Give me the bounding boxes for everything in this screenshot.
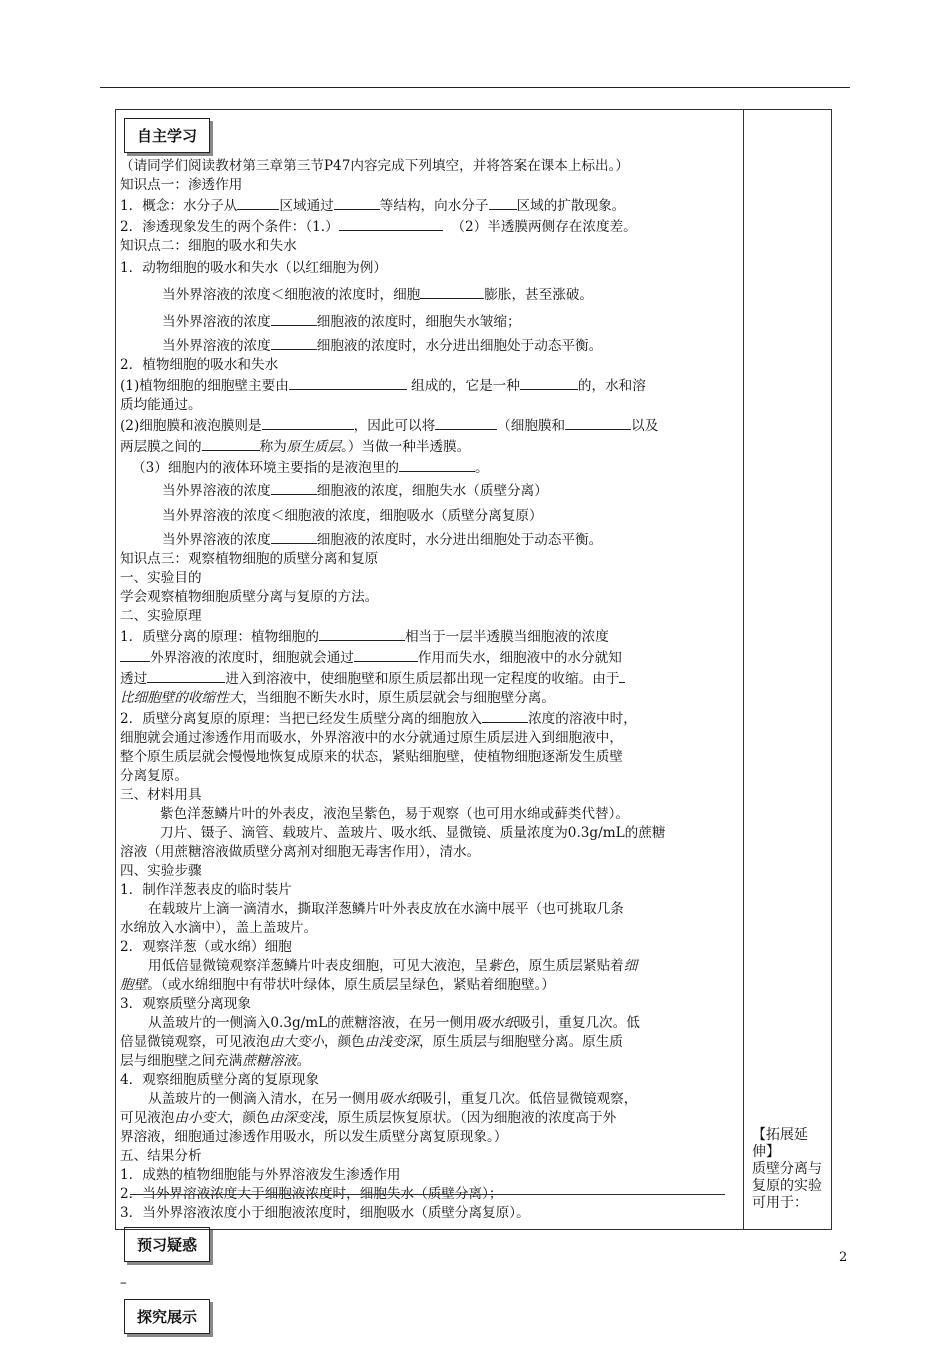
s2-principle-1b: 外界溶液的浓度时，细胞就会通过 作用而失水，细胞液中的水分就知 [120,647,740,668]
knowledge-3-title: 知识点三：观察植物细胞的质壁分离和复原 [120,551,379,567]
column-divider [743,109,744,1230]
s2-principle-1: 1．质壁分离的原理：植物细胞的 相当于一层半透膜当细胞液的浓度 [120,626,740,647]
main-column [120,112,740,1338]
section-title-tanjiu: 探究展示 [124,1299,210,1334]
k2-plant-2b: 两层膜之间的 称为原生质层。）当做一种半透膜。 [120,436,740,457]
section-title-zizhu: 自主学习 [124,118,210,153]
s5-title: 五、结果分析 [120,1148,202,1164]
header-rule [100,87,850,88]
s4-step1a: 在载玻片上滴一滴清水，撕取洋葱鳞片叶外表皮放在水滴中展平（也可挑取几条 [148,901,624,917]
s3-material-1: 紫色洋葱鳞片叶的外表皮，液泡呈紫色，易于观察（也可用水绵或藓类代替）。 [160,806,629,822]
s4-step2a: 用低倍显微镜观察洋葱鳞片叶表皮细胞，可见大液泡，呈紫色，原生质层紧贴着细 [148,958,638,974]
s4-step4: 4．观察细胞质壁分离的复原现象 [120,1072,319,1088]
blank[interactable] [202,436,260,451]
s5-result-2: 2．当外界溶液浓度大于细胞液浓度时，细胞失水（质壁分离）； [120,1186,503,1202]
k2-plant-2: (2)细胞膜和液泡膜则是 ，因此可以将 （细胞膜和 以及 [120,415,740,436]
k2-animal-c: 当外界溶液的浓度 细胞液的浓度时，水分进出细胞处于动态平衡。 [120,335,740,356]
blank[interactable] [399,457,475,472]
blank[interactable] [565,415,631,430]
blank[interactable] [339,216,443,231]
blank[interactable] [435,415,497,430]
s2-principle-2c: 整个原生质层就会慢慢地恢复成原来的状态，紧贴细胞壁，使植物细胞逐渐发生质壁 [120,749,623,765]
side-title: 【拓展延伸】 [752,1127,808,1160]
k2-plant-e: 当外界溶液的浓度＜细胞液的浓度，细胞吸水（质壁分离复原） [162,508,543,524]
blank[interactable] [262,415,354,430]
k1-item2: 2．渗透现象发生的两个条件：（1.） （2）半透膜两侧存在浓度差。 [120,216,740,237]
k2-plant-1: (1)植物细胞的细胞壁主要由 组成的，它是一种 的，水和溶 [120,375,740,396]
blank[interactable] [289,375,407,390]
s1-text: 学会观察植物细胞质壁分离与复原的方法。 [120,589,379,605]
intro-line: （请同学们阅读教材第三章第三节P47内容完成下列填空，并将答案在课本上标出。） [120,158,630,174]
s2-principle-1c: 透过 进入到溶液中，使细胞壁和原生质层都出现一定程度的收缩。由于 [120,668,740,689]
blank[interactable] [271,311,317,326]
s3-material-3: 溶液（用蔗糖溶液做质壁分离剂对细胞无毒害作用），清水。 [120,844,481,860]
s4-step3c: 层与细胞壁之间充满蔗糖溶液。 [120,1053,311,1069]
s4-step3b: 倍显微镜观察，可见液泡由大变小，颜色由浅变深，原生质层与细胞壁分离。原生质 [120,1034,623,1050]
blank[interactable] [271,529,317,544]
s5-result-1: 1．成熟的植物细胞能与外界溶液发生渗透作用 [120,1167,401,1183]
blank[interactable] [619,668,625,683]
side-body: 质壁分离与复原的实验可用于： [752,1161,822,1211]
s3-title: 三、材料用具 [120,787,202,803]
side-column [752,1127,828,1212]
s4-step4c: 界溶液，细胞通过渗透作用吸水，所以发生质壁分离复原现象。） [120,1129,508,1145]
blank[interactable] [520,375,578,390]
blank[interactable] [271,335,317,350]
s4-step1b: 水绵放入水滴中），盖上盖玻片。 [120,920,318,936]
s1-title: 一、实验目的 [120,570,202,586]
s2-title: 二、实验原理 [120,608,202,624]
k2-plant-3: （3）细胞内的液体环境主要指的是液泡里的 。 [120,457,740,478]
answer-rule [130,1194,725,1195]
s2-principle-1d: 比细胞壁的收缩性大，当细胞不断失水时，原生质层就会与细胞壁分离。 [120,690,555,706]
k2-plant-1b: 质均能通过。 [120,397,202,413]
k2-item1: 1．动物细胞的吸水和失水（以红细胞为例） [120,260,387,276]
k2-item2: 2．植物细胞的吸水和失水 [120,357,279,373]
s4-step2: 2．观察洋葱（或水绵）细胞 [120,939,292,955]
section-title-yuxi: 预习疑惑 [124,1227,210,1262]
s2-principle-2d: 分离复原。 [120,768,188,784]
s4-step3a: 从盖玻片的一侧滴入0.3g/mL的蔗糖溶液，在另一侧用吸水纸吸引，重复几次。低 [148,1015,640,1031]
blank[interactable] [334,195,380,210]
k2-plant-f: 当外界溶液的浓度 细胞液的浓度时，水分进出细胞处于动态平衡。 [120,529,740,550]
s2-principle-2: 2．质壁分离复原的原理：当把已经发生质壁分离的细胞放入 浓度的溶液中时， [120,708,740,729]
k2-plant-d: 当外界溶液的浓度 细胞液的浓度，细胞失水（质壁分离） [120,480,740,501]
blank[interactable] [120,647,150,662]
blank[interactable] [237,195,279,210]
s5-result-3: 3．当外界溶液浓度小于细胞液浓度时，细胞吸水（质壁分离复原）。 [120,1205,530,1221]
blank[interactable] [354,647,418,662]
page-number: 2 [839,1250,848,1265]
s4-step3: 3．观察质壁分离现象 [120,996,251,1012]
s4-step4b: 可见液泡由小变大，颜色由深变浅，原生质层恢复原状。（因为细胞液的浓度高于外 [120,1110,617,1126]
s3-material-2: 刀片、镊子、滴管、载玻片、盖玻片、吸水纸、显微镜、质量浓度为0.3g/mL的蔗糖 [160,825,666,841]
k1-item1: 1．概念：水分子从 区域通过 等结构，向水分子 区域的扩散现象。 [120,195,740,216]
blank[interactable] [319,626,405,641]
s4-step2b: 胞壁。（或水绵细胞中有带状叶绿体，原生质层呈绿色，紧贴着细胞壁。） [120,977,555,993]
s4-step4a: 从盖玻片的一侧滴入清水，在另一侧用吸水纸吸引，重复几次。低倍显微镜观察， [148,1091,638,1107]
s4-step1: 1．制作洋葱表皮的临时装片 [120,882,292,898]
blank[interactable] [271,480,317,495]
blank[interactable] [482,708,528,723]
knowledge-2-title: 知识点二：细胞的吸水和失水 [120,238,297,254]
blank[interactable] [420,284,484,299]
dash-mark: – [120,1275,127,1291]
blank[interactable] [489,195,517,210]
s2-principle-2b: 细胞就会通过渗透作用而吸水，外界溶液中的水分就通过原生质层进入到细胞液中， [120,730,623,746]
k2-animal-a: 当外界溶液的浓度＜细胞液的浓度时，细胞 膨胀，甚至涨破。 [120,284,740,305]
s4-title: 四、实验步骤 [120,863,202,879]
knowledge-1-title: 知识点一：渗透作用 [120,177,243,193]
k2-animal-b: 当外界溶液的浓度 细胞液的浓度时，细胞失水皱缩； [120,311,740,332]
blank[interactable] [147,668,225,683]
